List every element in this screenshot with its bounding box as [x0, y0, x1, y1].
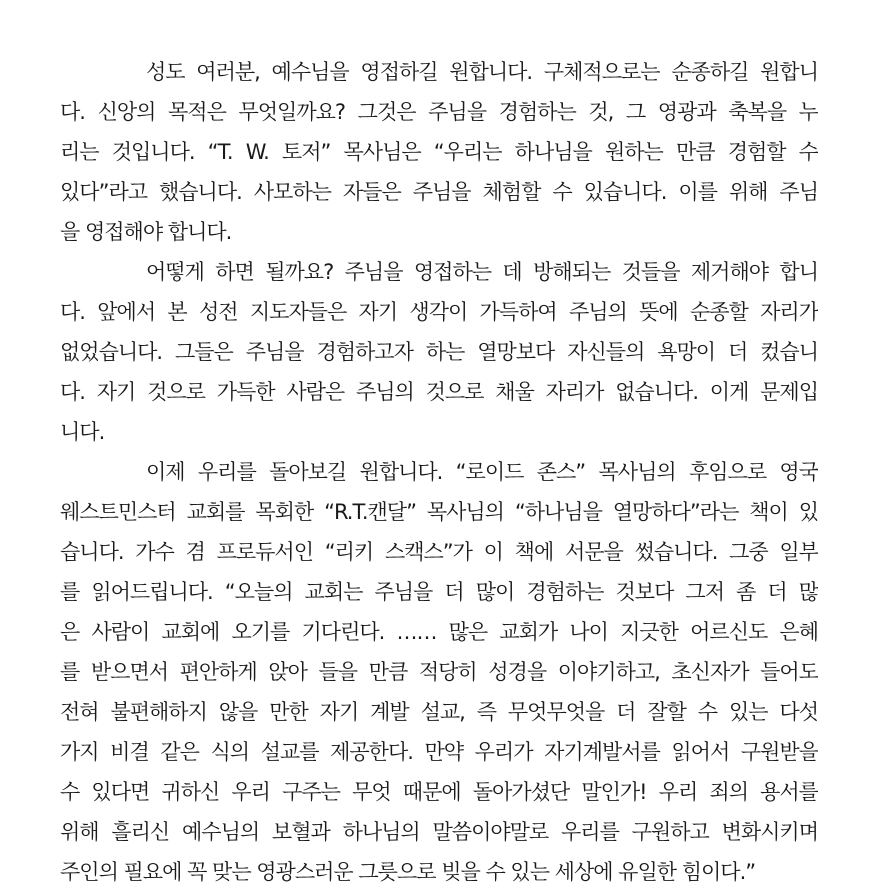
- text-line: 위해 흘리신 예수님의 보혈과 하나님의 말씀이야말로 우리를 구원하고 변화시키며: [60, 820, 818, 844]
- text-line: 을 영접해야 합니다.: [60, 220, 232, 244]
- text-line: 이제 우리를 돌아보길 원합니다. “로이드 존스” 목사님의 후임으로 영국: [146, 460, 818, 484]
- text-line: 다. 신앙의 목적은 무엇일까요? 그것은 주님을 경험하는 것, 그 영광과 축복을 누: [60, 100, 818, 124]
- text-line: 를 받으면서 편안하게 앉아 들을 만큼 적당히 성경을 이야기하고, 초신자가 들어도: [60, 660, 818, 684]
- text-line: 은 사람이 교회에 오기를 기다린다. …… 많은 교회가 나이 지긋한 어르신도 은혜: [60, 620, 818, 644]
- text-line: 없었습니다. 그들은 주님을 경험하고자 하는 열망보다 자신들의 욕망이 더 컸습니: [60, 340, 818, 364]
- paragraph-1: [60, 52, 818, 252]
- text-line: 전혀 불편해하지 않을 만한 자기 계발 설교, 즉 무엇무엇을 더 잘할 수 있는 다섯: [60, 700, 818, 724]
- text-line: 성도 여러분, 예수님을 영접하길 원합니다. 구체적으로는 순종하길 원합니: [146, 60, 818, 84]
- text-line: 수 있다면 귀하신 우리 구주는 무엇 때문에 돌아가셨단 말인가! 우리 죄의 용서를: [60, 780, 818, 804]
- text-line: 다. 자기 것으로 가득한 사람은 주님의 것으로 채울 자리가 없습니다. 이게 문제입: [60, 380, 818, 404]
- text-line: 리는 것입니다. “T. W. 토저” 목사님은 “우리는 하나님을 원하는 만큼 경험할 수: [60, 140, 818, 164]
- document-body: [60, 52, 818, 892]
- paragraph-3: [60, 452, 818, 892]
- text-line: 가지 비결 같은 식의 설교를 제공한다. 만약 우리가 자기계발서를 읽어서 구원받을: [60, 740, 818, 764]
- text-line: 니다.: [60, 420, 105, 444]
- text-line: 주인의 필요에 꼭 맞는 영광스러운 그릇으로 빚을 수 있는 세상에 유일한 힘이다.”: [60, 860, 756, 884]
- paragraph-2: [60, 252, 818, 452]
- text-line: 웨스트민스터 교회를 목회한 “R.T.캔달” 목사님의 “하나님을 열망하다”라는 책이 있: [60, 500, 818, 524]
- text-line: 습니다. 가수 겸 프로듀서인 “리키 스캑스”가 이 책에 서문을 썼습니다. 그중 일부: [60, 540, 818, 564]
- text-line: 있다”라고 했습니다. 사모하는 자들은 주님을 체험할 수 있습니다. 이를 위해 주님: [60, 180, 818, 204]
- text-line: 어떻게 하면 될까요? 주님을 영접하는 데 방해되는 것들을 제거해야 합니: [146, 260, 818, 284]
- text-line: 다. 앞에서 본 성전 지도자들은 자기 생각이 가득하여 주님의 뜻에 순종할 자리가: [60, 300, 818, 324]
- text-line: 를 읽어드립니다. “오늘의 교회는 주님을 더 많이 경험하는 것보다 그저 좀 더 많: [60, 580, 818, 604]
